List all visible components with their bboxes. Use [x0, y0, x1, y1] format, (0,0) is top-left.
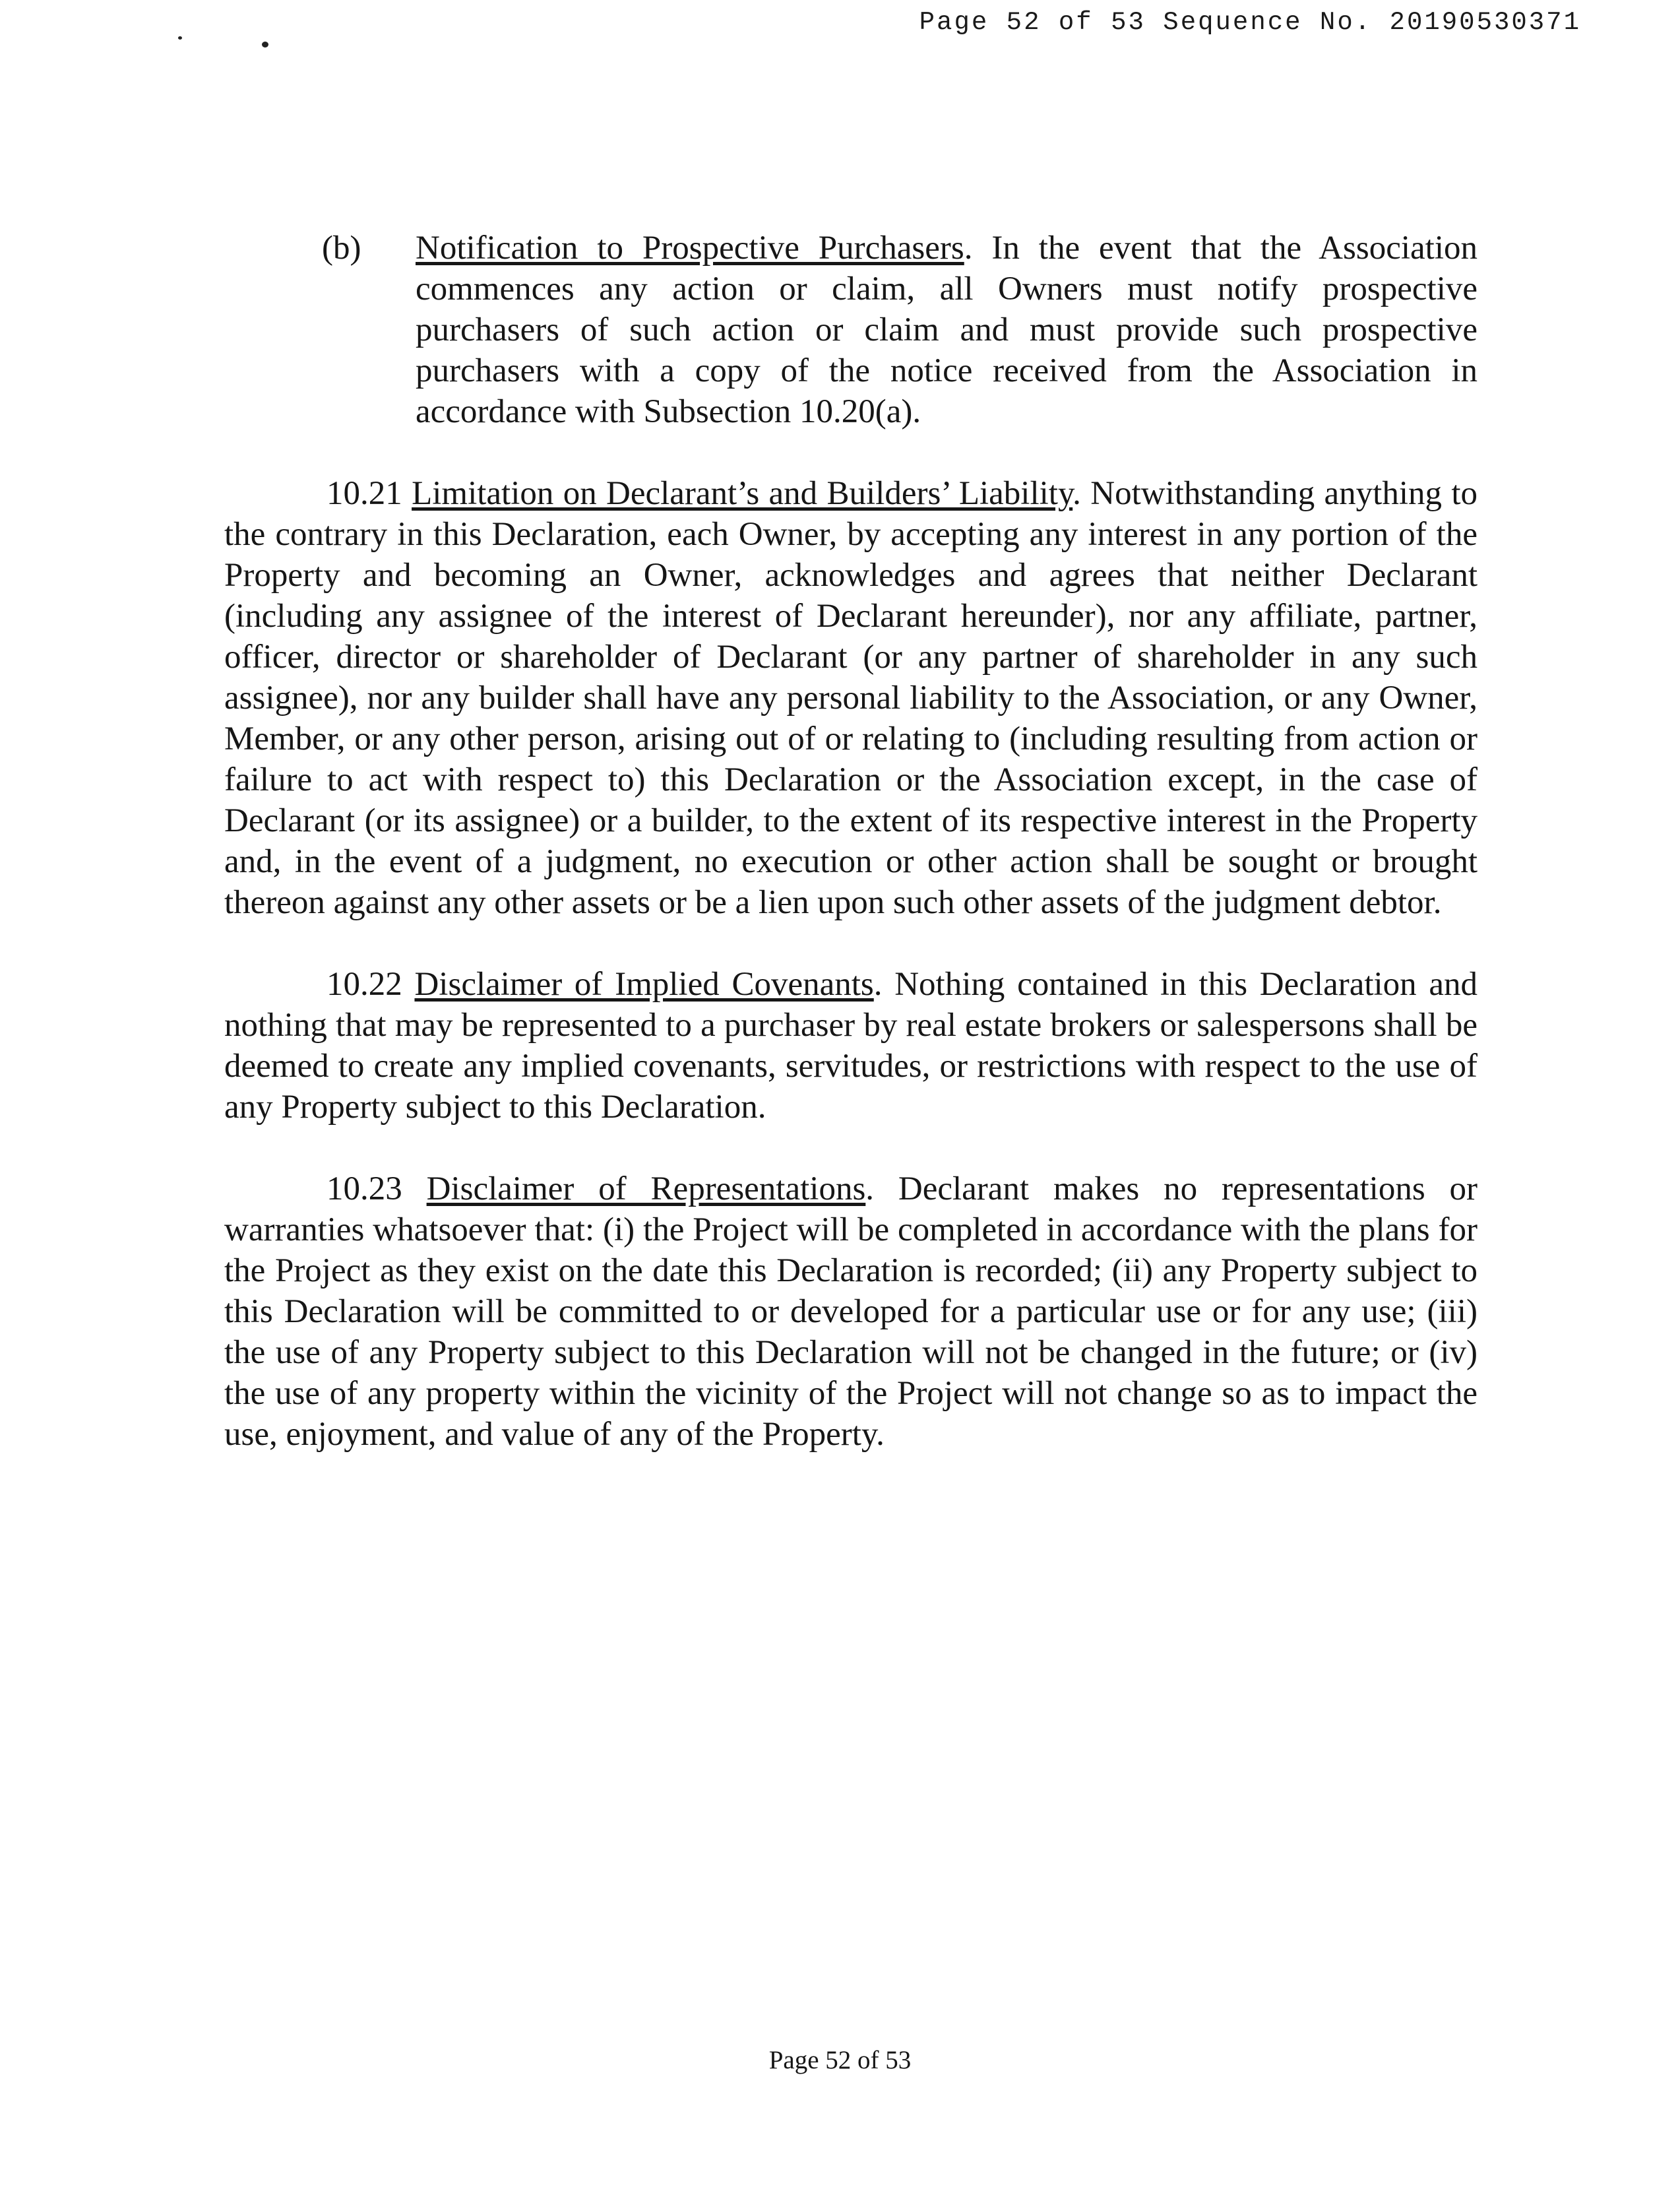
subsection-b: [224, 228, 1478, 432]
section-number: 10.22: [327, 966, 402, 1003]
section-10-22: [224, 964, 1478, 1128]
section-heading: Disclaimer of Representations: [426, 1170, 866, 1207]
recording-stamp: Page 52 of 53 Sequence No. 20190530371: [919, 8, 1581, 37]
section-10-21: [224, 473, 1478, 923]
scan-speck: [178, 36, 182, 40]
subsection-b-body: . In the event that the Association commences any action or claim, all Owners must notify prospective purchasers of such action or claim and must provide such prospective purchasers with a copy of the notice received from the Association in accordance with Subsection 10.20(a).: [416, 230, 1478, 430]
section-body: . Notwithstanding anything to the contrary in this Declaration, each Owner, by accepting any interest in any portion of the Property and becoming an Owner, acknowledges and agrees that neither Declarant (including any assignee of the interest of Declarant hereunder), nor any affiliate, partner, officer, director or shareholder of Declarant (or any partner of shareholder in any such assignee), nor any builder shall have any personal liability to the Association, or any Owner, Member, or any other person, arising out of or relating to (including resulting from action or failure to act with respect to) this Declaration or the Association except, in the case of Declarant (or its assignee) or a builder, to the extent of its respective interest in the Property and, in the event of a judgment, no execution or other action shall be sought or brought thereon against any other assets or be a lien upon such other assets of the judgment debtor.: [224, 475, 1478, 921]
section-heading: Limitation on Declarant’s and Builders’ Liability: [412, 475, 1073, 512]
subsection-b-heading: Notification to Prospective Purchasers: [416, 230, 964, 267]
document-body: [224, 228, 1478, 1455]
section-10-23: [224, 1168, 1478, 1455]
section-number: 10.23: [327, 1170, 402, 1207]
subsection-b-text: [416, 228, 1478, 432]
page-footer: Page 52 of 53: [768, 2046, 912, 2074]
section-heading: Disclaimer of Implied Covenants: [414, 966, 874, 1003]
section-body: . Declarant makes no representations or warranties whatsoever that: (i) the Project will be completed in accordance with the plans for the Project as they exist on the date this Declaration is recorded; (ii) any Property subject to this Declaration will be committed to or developed for a particular use or for any use; (iii) the use of any Property subject to this Declaration will not be changed in the future; or (iv) the use of any property within the vicinity of the Project will not change so as to impact the use, enjoyment, and value of any of the Property.: [224, 1170, 1478, 1453]
subsection-marker: (b): [322, 230, 361, 267]
section-number: 10.21: [327, 475, 402, 512]
section-body: . Nothing contained in this Declaration and nothing that may be represented to a purchaser by real estate brokers or salespersons shall be deemed to create any implied covenants, servitudes, or restrictions with respect to the use of any Property subject to this Declaration.: [224, 966, 1478, 1126]
scan-speck: [262, 42, 268, 48]
